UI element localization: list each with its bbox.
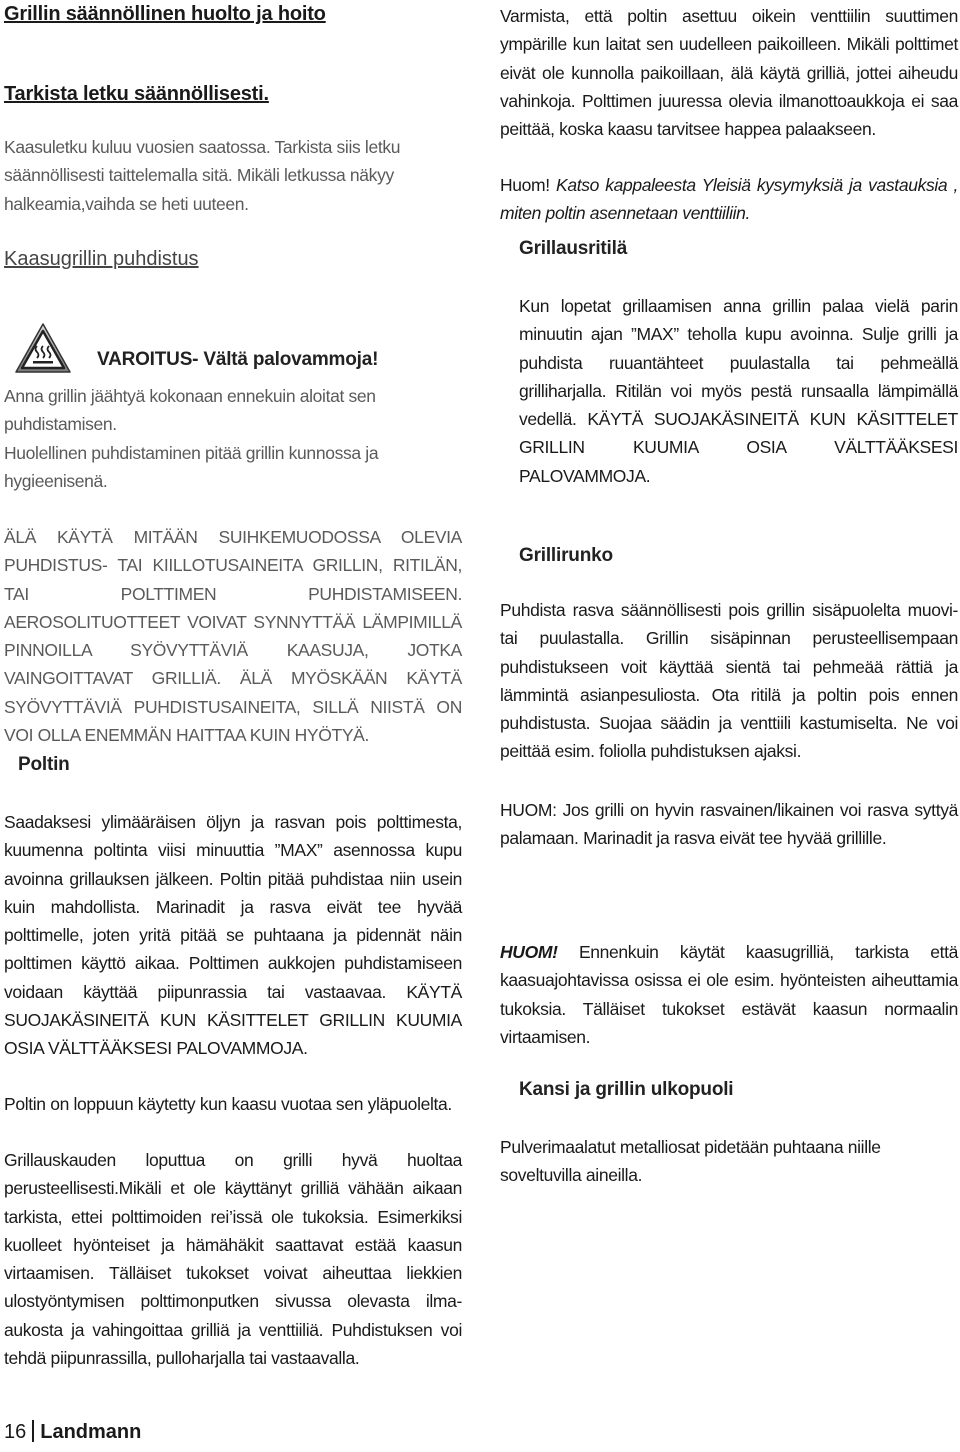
huom-gas-label: HUOM! bbox=[500, 942, 558, 962]
burner-heading: Poltin bbox=[18, 754, 70, 775]
huom-italic-text: Katso kappaleesta Yleisiä kysymyksiä ja vastauksia , miten poltin asennetaan venttiiliin. bbox=[500, 175, 959, 224]
huom-note bbox=[500, 171, 958, 228]
grill-body-text: Puhdista rasva säännöllisesti pois grillin sisäpuolelta muovi- tai puulastalla. Grillin sisäpinnan perusteellisempaan puhdistukseen voit käyttää sientä tai pehmeää rättiä ja lämmintä asianpesuliosta. Ota ritilä ja poltin pois ennen puhdistusta. Suojaa säädin ja venttiili kastumiselta. Ne voi peittää esim. foliolla puhdistuksen ajaksi. bbox=[500, 600, 958, 762]
lid-heading: Kansi ja grillin ulkopuoli bbox=[519, 1079, 734, 1100]
hot-surface-warning-icon bbox=[14, 322, 72, 374]
hose-text: Kaasuletku kuluu vuosien saatossa. Tarkista siis letku säännöllisesti taittelemalla sitä. Mikäli letkussa näkyy halkeamia,vaihda se heti uuteen. bbox=[4, 137, 401, 214]
burner-continued-text: Varmista, että poltin asettuu oikein venttiilin suuttimen ympärille kun laitat sen uudelleen paikoilleen. Mikäli polttimet eivät ole kunnolla paikoillaan, älä käytä grilliä, jottei aiheudu vahinkoja. Polttimen juuressa olevia ilmanottoaukkoja ei saa peittää, koska kaasu tarvitsee happea palaakseen. bbox=[500, 6, 958, 140]
footer-divider bbox=[32, 1420, 34, 1442]
lid-text: Pulverimaalatut metalliosat pidetään puhtaana niille soveltuvilla aineilla. bbox=[500, 1137, 881, 1186]
brand-name: Landmann bbox=[40, 1421, 142, 1443]
burner-text-2: Poltin on loppuun käytetty kun kaasu vuotaa sen yläpuolelta. bbox=[4, 1094, 452, 1114]
page-number: 16 bbox=[4, 1421, 27, 1443]
page-footer bbox=[4, 1420, 141, 1444]
burner-text-3: Grillauskauden loputtua on grilli hyvä huoltaa perusteellisesti.Mikäli et ole käyttänyt grilliä vähään aikaan tarkista, ettei polttimoiden rei’issä ole tukoksia. Esimerkiksi kuolleet hyönteiset ja hämähäkit saattavat estää kaasun virtaamisen. Tälläiset tukokset voivat aiheuttaa liekkien ulostyöntymisen polttimonputken sivussa olevasta ilma-aukosta ja vahingoittaa grilliä ja venttiiliä. Puhdistuksen voi tehdä piipunrassilla, pulloharjalla tai vastaavalla. bbox=[4, 1150, 462, 1369]
grate-heading: Grillausritilä bbox=[519, 238, 628, 259]
huom-label: Huom! bbox=[500, 175, 550, 195]
huom-gas-note bbox=[500, 938, 958, 1051]
grill-body-text-2: HUOM: Jos grilli on hyvin rasvainen/likainen voi rasva syttyä palamaan. Marinadit ja rasva eivät tee hyvää grillille. bbox=[500, 800, 958, 849]
hose-heading: Tarkista letku säännöllisesti. bbox=[4, 83, 269, 105]
huom-gas-text: Ennenkuin käytät kaasugrilliä, tarkista että kaasuajohtavissa osissa ei ole esim. hyönteisten aiheuttamia tukoksia. Tälläiset tukokset estävät kaasun normaalin virtaamisen. bbox=[500, 942, 958, 1047]
grate-text: Kun lopetat grillaamisen anna grillin palaa vielä parin minuutin ajan ”MAX” teholla kupu avoinna. Sulje grilli ja puhdista ruuantähteet puulastalla tai pehmeällä grilliharjalla. Ritilän voi myös pestä runsaalla lämpimällä vedellä. KÄYTÄ SUOJAKÄSINEITÄ KUN KÄSITTELET GRILLIN KUUMIA OSIA VÄLTTÄÄKSESI PALOVAMMOJA. bbox=[519, 296, 958, 486]
page-title: Grillin säännöllinen huolto ja hoito bbox=[4, 3, 326, 25]
cleaning-heading: Kaasugrillin puhdistus bbox=[4, 248, 199, 270]
warning-title: VAROITUS- Vältä palovammoja! bbox=[97, 349, 379, 370]
caps-warning-text: ÄLÄ KÄYTÄ MITÄÄN SUIHKEMUODOSSA OLEVIA PUHDISTUS- TAI KIILLOTUSAINEITA GRILLIN, RITILÄN, TAI POLTTIMEN PUHDISTAMISEEN. AEROSOLITUOTTEET VOIVAT SYNNYTTÄÄ LÄMPIMILLÄ PINNOILLA SYÖVYTTÄVIÄ KAASUJA, JOTKA VAINGOITTAVAT GRILLIÄ. ÄLÄ MYÖSKÄÄN KÄYTÄ SYÖVYTTÄVIÄ PUHDISTUSAINEITA, SILLÄ NIISTÄ ON VOI OLLA ENEMMÄN HAITTAA KUIN HYÖTYÄ. bbox=[4, 527, 462, 746]
warning-text-1: Anna grillin jäähtyä kokonaan ennekuin aloitat sen puhdistamisen. bbox=[4, 386, 376, 435]
warning-text-2: Huolellinen puhdistaminen pitää grillin kunnossa ja hygieenisenä. bbox=[4, 443, 379, 492]
burner-text: Saadaksesi ylimääräisen öljyn ja rasvan pois polttimesta, kuumenna poltinta viisi minuuttia ”MAX” asennossa kupu avoinna grillauksen jälkeen. Poltin pitää puhdistaa niin usein kuin mahdollista. Marinadit ja rasva eivät tee hyvää polttimelle, joten yritä pitää se puhtaana ja pidennät näin polttimen käyttö aikaa. Polttimen aukkojen puhdistamiseen voidaan käyttää piipunrassia tai vastaavaa. KÄYTÄ SUOJAKÄSINEITÄ KUN KÄSITTELET GRILLIN KUUMIA OSIA VÄLTTÄÄKSESI PALOVAMMOJA. bbox=[4, 812, 462, 1059]
grill-body-heading: Grillirunko bbox=[519, 545, 613, 566]
